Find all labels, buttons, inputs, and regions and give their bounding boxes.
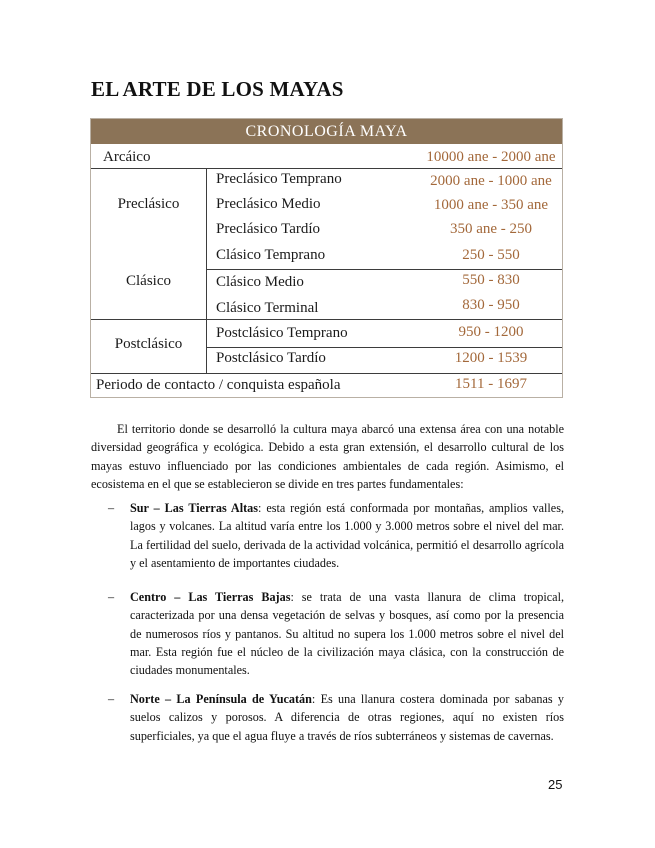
row-divider bbox=[91, 373, 562, 374]
region-label: Centro – Las Tierras Bajas bbox=[130, 590, 291, 604]
period-name: Postclásico Temprano bbox=[216, 325, 348, 341]
region-item bbox=[108, 499, 564, 572]
region-text bbox=[130, 588, 564, 679]
era-label: Preclásico bbox=[117, 196, 180, 212]
period-name: Postclásico Tardío bbox=[216, 350, 326, 366]
period-dates: 830 - 950 bbox=[462, 297, 520, 313]
period-dates: 1200 - 1539 bbox=[454, 350, 528, 366]
period-name: Preclásico Temprano bbox=[216, 171, 342, 187]
region-label: Sur – Las Tierras Altas bbox=[130, 501, 259, 515]
region-label: Norte – La Península de Yucatán bbox=[130, 692, 312, 706]
period-name: Preclásico Tardío bbox=[216, 221, 321, 237]
region-item bbox=[108, 588, 564, 679]
region-description: : Es una llanura costera dominada por sabanas y suelos calizos y porosos. A diferencia de otras regiones, aquí no existen ríos superficiales, ya que el agua fluye a través de ríos subterráneos y sistemas de cavernas. bbox=[130, 692, 564, 743]
row-divider bbox=[206, 347, 562, 348]
row-divider bbox=[206, 269, 562, 270]
bullet-dash: – bbox=[108, 692, 115, 706]
period-name: Preclásico Medio bbox=[216, 196, 321, 212]
intro-paragraph: El territorio donde se desarrolló la cultura maya abarcó una extensa área con una notable diversidad geográfica y ecológica. Debido a esta gran extensión, el desarrollo cultural de los mayas estuvo influenciado por las condiciones ambientales de cada región. Asimismo, el ecosistema en el que se establecieron se divide en tres partes fundamentales: bbox=[91, 422, 564, 491]
page-title: EL ARTE DE LOS MAYAS bbox=[91, 77, 344, 101]
region-item bbox=[108, 690, 564, 745]
column-divider bbox=[206, 168, 207, 374]
period-dates: 950 - 1200 bbox=[458, 324, 524, 340]
period-dates: 1000 ane - 350 ane bbox=[433, 197, 549, 213]
region-description: : se trata de una vasta llanura de clima tropical, caracterizada por una densa vegetación de selvas y bosques, así como por la presencia de numerosos ríos y pantanos. Su altitud no supera los 1.000 metros sobre el nivel del mar. Esta región fue el núcleo de la civilización maya clásica, con la construcción de ciudades monumentales. bbox=[130, 590, 564, 678]
bullet-dash: – bbox=[108, 590, 115, 604]
region-text bbox=[130, 499, 564, 572]
period-dates: 10000 ane - 2000 ane bbox=[426, 149, 556, 165]
chronology-header: CRONOLOGÍA MAYA bbox=[91, 119, 562, 144]
era-label: Arcáico bbox=[103, 149, 151, 165]
period-name: Clásico Temprano bbox=[216, 247, 326, 263]
period-dates: 250 - 550 bbox=[462, 247, 520, 263]
period-dates: 350 ane - 250 bbox=[449, 221, 533, 237]
chronology-table bbox=[90, 118, 563, 398]
period-dates: 2000 ane - 1000 ane bbox=[430, 173, 552, 189]
period-dates: 550 - 830 bbox=[462, 272, 520, 288]
period-name: Clásico Terminal bbox=[216, 300, 319, 316]
row-divider bbox=[91, 319, 562, 320]
region-text bbox=[130, 690, 564, 745]
era-label: Clásico bbox=[126, 273, 171, 289]
row-divider bbox=[91, 168, 562, 169]
era-label: Periodo de contacto / conquista española bbox=[96, 377, 341, 393]
bullet-dash: – bbox=[108, 501, 115, 515]
era-label: Postclásico bbox=[114, 336, 183, 352]
page-number: 25 bbox=[548, 777, 563, 792]
period-dates: 1511 - 1697 bbox=[455, 376, 527, 392]
period-name: Clásico Medio bbox=[216, 274, 304, 290]
region-description: : esta región está conformada por montañas, amplios valles, lagos y volcanes. La altitud varía entre los 1.000 y 3.000 metros sobre el nivel del mar. La fertilidad del suelo, derivada de la actividad volcánica, permitió el desarrollo agrícola y el asentamiento de importantes ciudades. bbox=[130, 501, 565, 570]
